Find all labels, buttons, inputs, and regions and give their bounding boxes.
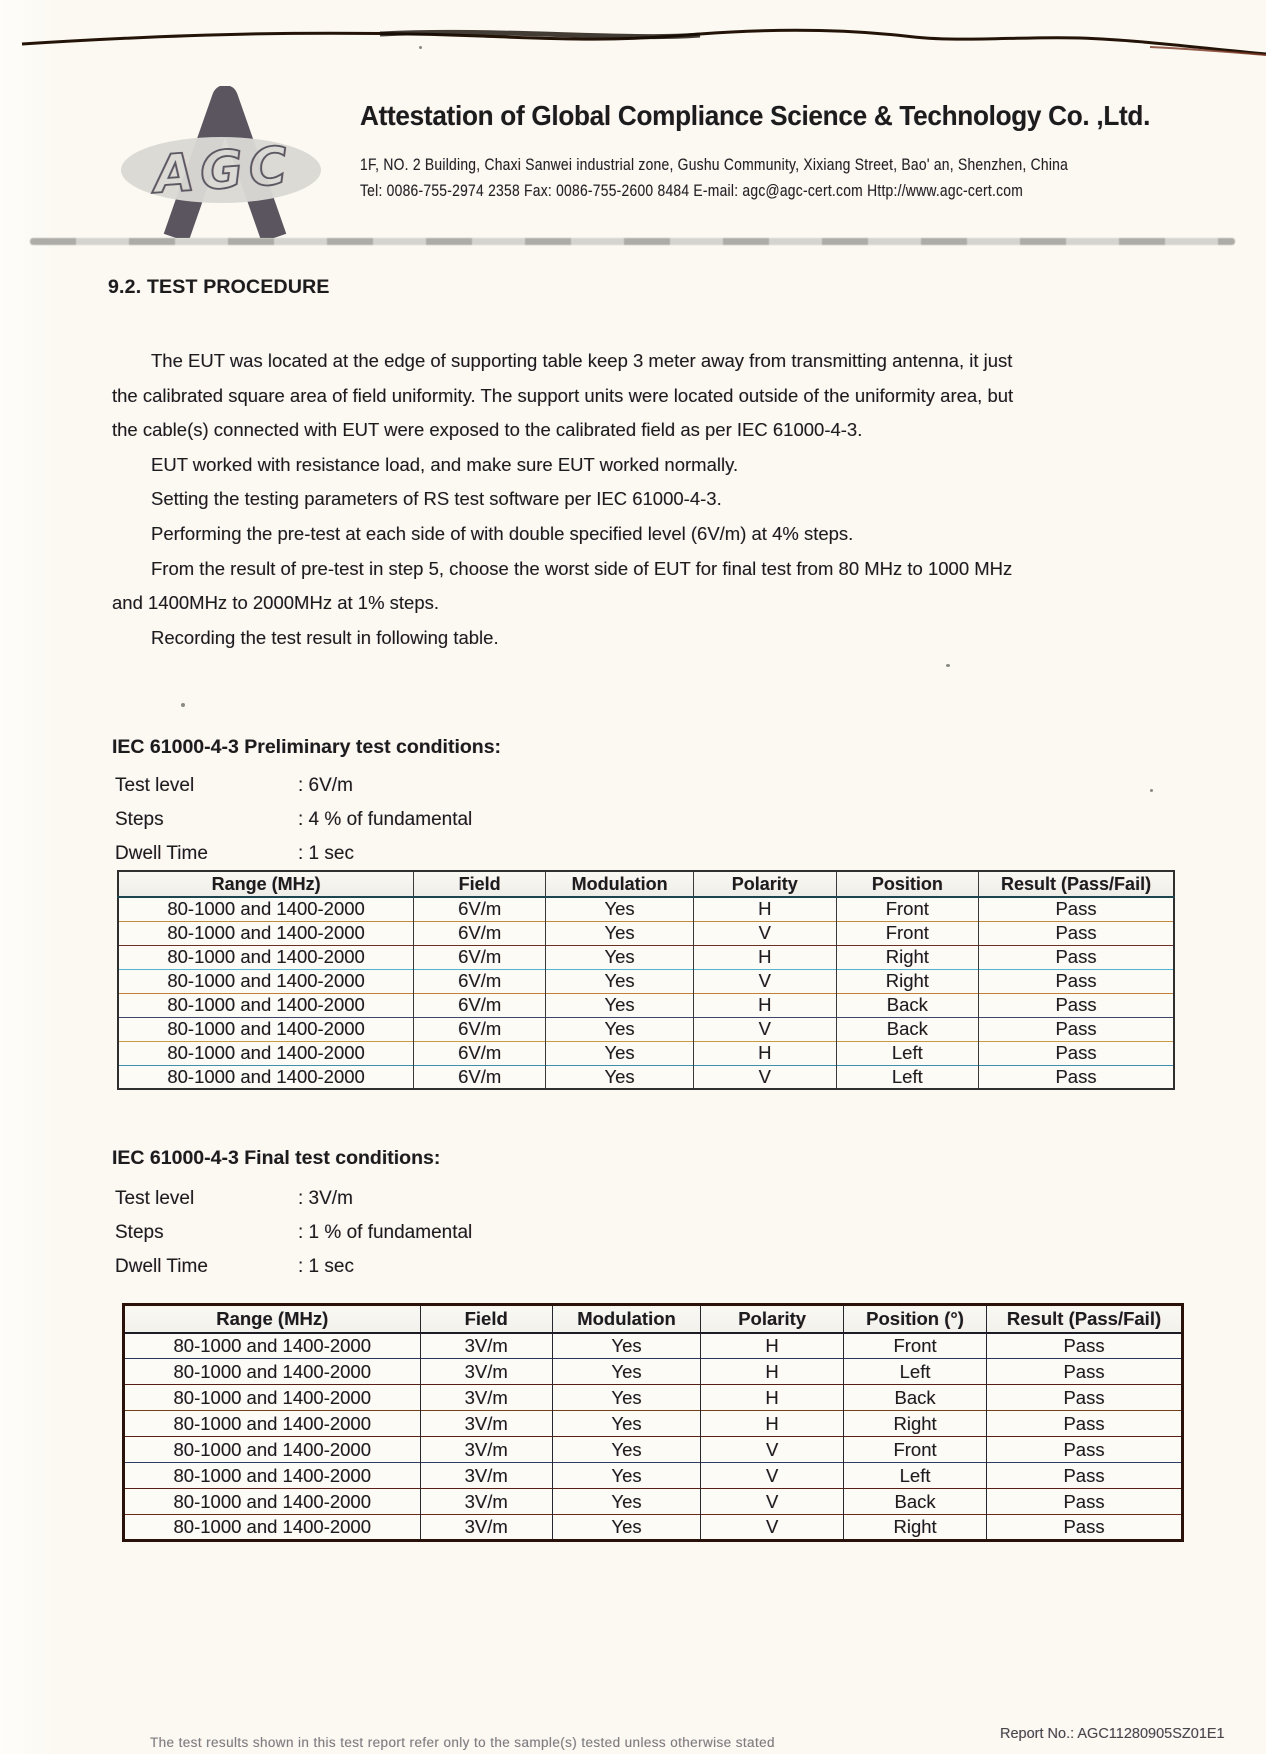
company-contacts: Tel: 0086-755-2974 2358 Fax: 0086-755-2600 8484 E-mail: agc@agc-cert.com Http://www.agc-cert.com (360, 182, 1024, 200)
table-cell: Back (844, 1489, 987, 1515)
column-header: Result (Pass/Fail) (979, 871, 1174, 897)
table-cell: 3V/m (420, 1463, 552, 1489)
table-cell: Pass (987, 1333, 1183, 1359)
preliminary-results-table (117, 870, 1175, 1090)
table-row (124, 1489, 1183, 1515)
table-cell: Pass (987, 1437, 1183, 1463)
paragraph-line: The EUT was located at the edge of supporting table keep 3 meter away from transmitting antenna, it just (151, 350, 1013, 371)
table-cell: Right (836, 945, 979, 969)
table-cell: Yes (546, 969, 694, 993)
condition-value: : 1 % of fundamental (298, 1222, 473, 1243)
table-row (124, 1463, 1183, 1489)
table-cell: V (694, 969, 837, 993)
scan-speck (946, 664, 950, 667)
table-cell: Pass (979, 897, 1174, 921)
table-cell: Pass (987, 1489, 1183, 1515)
procedure-paragraphs (112, 344, 1187, 655)
condition-row (115, 1250, 472, 1284)
table-row (118, 1065, 1174, 1089)
condition-label: Test level (115, 775, 195, 796)
table-cell: Left (844, 1359, 987, 1385)
table-cell: 80-1000 and 1400-2000 (118, 993, 414, 1017)
table-cell: 80-1000 and 1400-2000 (124, 1359, 421, 1385)
column-header: Field (420, 1305, 552, 1333)
table-cell: 80-1000 and 1400-2000 (118, 1065, 414, 1089)
logo-text: AGC (152, 136, 296, 206)
paragraph-line: the cable(s) connected with EUT were exposed to the calibrated field as per IEC 61000-4-3. (112, 419, 863, 441)
scan-edge-artifact (0, 0, 1266, 60)
condition-row (115, 1182, 472, 1216)
table-cell: 80-1000 and 1400-2000 (124, 1411, 421, 1437)
table-cell: Yes (552, 1359, 700, 1385)
condition-row (115, 769, 472, 803)
table-cell: V (694, 1017, 837, 1041)
paragraph-line: and 1400MHz to 2000MHz at 1% steps. (112, 592, 440, 614)
table-cell: Pass (987, 1385, 1183, 1411)
table-cell: Yes (552, 1437, 700, 1463)
preliminary-table-header (118, 871, 1174, 897)
table-row (124, 1437, 1183, 1463)
table-cell: Right (836, 969, 979, 993)
table-cell: H (694, 945, 837, 969)
column-header: Polarity (701, 1305, 844, 1333)
table-cell: 80-1000 and 1400-2000 (124, 1515, 421, 1541)
table-cell: Yes (552, 1333, 700, 1359)
condition-label: Steps (115, 809, 164, 830)
table-cell: 80-1000 and 1400-2000 (124, 1437, 421, 1463)
table-cell: Yes (546, 945, 694, 969)
column-header: Position (°) (844, 1305, 987, 1333)
paragraph-line: From the result of pre-test in step 5, choose the worst side of EUT for final test from 80 MHz to 1000 MHz (151, 557, 1013, 579)
table-cell: Pass (979, 945, 1174, 969)
table-cell: V (694, 1065, 837, 1089)
table-cell: V (701, 1437, 844, 1463)
table-cell: 80-1000 and 1400-2000 (118, 1017, 414, 1041)
final-results-table (122, 1303, 1184, 1542)
table-cell: Pass (979, 1017, 1174, 1041)
table-cell: Yes (552, 1489, 700, 1515)
table-cell: H (701, 1411, 844, 1437)
table-cell: 6V/m (414, 921, 546, 945)
table-cell: 6V/m (414, 1017, 546, 1041)
table-cell: Front (844, 1333, 987, 1359)
table-cell: 3V/m (420, 1489, 552, 1515)
table-cell: H (701, 1385, 844, 1411)
footer-disclaimer: The test results shown in this test report refer only to the sample(s) tested unless otherwise stated (150, 1735, 775, 1750)
column-header: Modulation (552, 1305, 700, 1333)
paragraph-line: Performing the pre-test at each side of with double specified level (6V/m) at 4% steps. (151, 522, 854, 544)
table-cell: Pass (987, 1359, 1183, 1385)
table-row (124, 1411, 1183, 1437)
report-number: Report No.: AGC11280905SZ01E1 (1000, 1726, 1225, 1742)
table-cell: Left (836, 1065, 979, 1089)
agc-logo (118, 86, 333, 238)
table-cell: Back (844, 1385, 987, 1411)
table-cell: Pass (987, 1515, 1183, 1541)
table-cell: V (694, 921, 837, 945)
final-conditions (115, 1182, 472, 1284)
table-cell: 80-1000 and 1400-2000 (124, 1385, 421, 1411)
table-cell: 6V/m (414, 1041, 546, 1065)
table-cell: 80-1000 and 1400-2000 (118, 921, 414, 945)
header-divider (30, 238, 1235, 245)
table-cell: Pass (987, 1411, 1183, 1437)
table-cell: Yes (552, 1385, 700, 1411)
table-cell: 6V/m (414, 993, 546, 1017)
condition-row (115, 837, 472, 871)
column-header: Polarity (694, 871, 837, 897)
company-address: 1F, NO. 2 Building, Chaxi Sanwei industrial zone, Gushu Community, Xixiang Street, Bao' an, Shenzhen, China (360, 156, 1069, 174)
table-cell: 6V/m (414, 945, 546, 969)
table-cell: Pass (979, 1065, 1174, 1089)
table-cell: Yes (546, 897, 694, 921)
condition-value: : 6V/m (298, 775, 353, 796)
table-cell: Yes (552, 1463, 700, 1489)
table-cell: Pass (979, 993, 1174, 1017)
report-header (118, 86, 1208, 241)
table-cell: 3V/m (420, 1385, 552, 1411)
table-row (118, 945, 1174, 969)
table-row (118, 993, 1174, 1017)
company-name: Attestation of Global Compliance Science & Technology Co. ,Ltd. (360, 100, 1151, 131)
table-cell: Back (836, 993, 979, 1017)
table-cell: 3V/m (420, 1359, 552, 1385)
preliminary-conditions-heading: IEC 61000-4-3 Preliminary test conditions: (112, 736, 502, 758)
table-cell: Yes (546, 1041, 694, 1065)
table-cell: 80-1000 and 1400-2000 (118, 945, 414, 969)
table-cell: 80-1000 and 1400-2000 (124, 1489, 421, 1515)
table-cell: Right (844, 1515, 987, 1541)
table-cell: 3V/m (420, 1333, 552, 1359)
table-cell: 80-1000 and 1400-2000 (124, 1333, 421, 1359)
table-cell: Pass (987, 1463, 1183, 1489)
scan-speck (419, 46, 422, 49)
table-row (124, 1359, 1183, 1385)
table-cell: 6V/m (414, 897, 546, 921)
condition-label: Dwell Time (115, 1256, 208, 1277)
table-cell: Front (844, 1437, 987, 1463)
final-table-body (124, 1333, 1183, 1541)
condition-row (115, 1216, 472, 1250)
table-row (118, 1017, 1174, 1041)
table-cell: Yes (546, 1017, 694, 1041)
column-header: Field (414, 871, 546, 897)
table-cell: 80-1000 and 1400-2000 (124, 1463, 421, 1489)
table-cell: 6V/m (414, 969, 546, 993)
column-header: Modulation (546, 871, 694, 897)
table-cell: 6V/m (414, 1065, 546, 1089)
table-cell: Pass (979, 1041, 1174, 1065)
table-cell: 3V/m (420, 1437, 552, 1463)
column-header: Range (MHz) (118, 871, 414, 897)
table-cell: 80-1000 and 1400-2000 (118, 1041, 414, 1065)
condition-value: : 3V/m (298, 1188, 353, 1209)
table-cell: Yes (546, 1065, 694, 1089)
scan-speck (181, 703, 185, 707)
paragraph-line: EUT worked with resistance load, and make sure EUT worked normally. (151, 453, 739, 475)
table-cell: V (701, 1463, 844, 1489)
table-cell: 3V/m (420, 1515, 552, 1541)
condition-value: : 1 sec (298, 843, 354, 864)
table-cell: H (694, 993, 837, 1017)
table-cell: V (701, 1515, 844, 1541)
table-cell: H (694, 897, 837, 921)
table-cell: V (701, 1489, 844, 1515)
paragraph-line: Setting the testing parameters of RS test software per IEC 61000-4-3. (151, 488, 722, 510)
table-cell: Front (836, 897, 979, 921)
table-cell: Right (844, 1411, 987, 1437)
column-header: Position (836, 871, 979, 897)
table-row (124, 1515, 1183, 1541)
table-cell: Yes (546, 993, 694, 1017)
table-row (118, 897, 1174, 921)
table-cell: Left (836, 1041, 979, 1065)
column-header: Result (Pass/Fail) (987, 1305, 1183, 1333)
condition-row (115, 803, 472, 837)
table-cell: Pass (979, 969, 1174, 993)
section-title: 9.2. TEST PROCEDURE (108, 276, 330, 298)
table-cell: 80-1000 and 1400-2000 (118, 969, 414, 993)
table-cell: Yes (552, 1411, 700, 1437)
table-row (118, 969, 1174, 993)
table-cell: H (701, 1333, 844, 1359)
condition-value: : 1 sec (298, 1256, 354, 1277)
table-cell: Yes (546, 921, 694, 945)
preliminary-table-body (118, 897, 1174, 1089)
paragraph-line: the calibrated square area of field uniformity. The support units were located outside of the uniformity area, but (112, 384, 1014, 406)
table-row (118, 921, 1174, 945)
table-cell: Yes (552, 1515, 700, 1541)
table-cell: 3V/m (420, 1411, 552, 1437)
table-cell: H (701, 1359, 844, 1385)
preliminary-conditions (115, 769, 472, 871)
final-table-header (124, 1305, 1183, 1333)
table-cell: H (694, 1041, 837, 1065)
condition-label: Test level (115, 1188, 195, 1209)
table-cell: Pass (979, 921, 1174, 945)
condition-value: : 4 % of fundamental (298, 809, 473, 830)
column-header: Range (MHz) (124, 1305, 421, 1333)
condition-label: Dwell Time (115, 843, 208, 864)
table-cell: Back (836, 1017, 979, 1041)
table-row (118, 1041, 1174, 1065)
condition-label: Steps (115, 1222, 164, 1243)
table-row (124, 1385, 1183, 1411)
table-cell: Left (844, 1463, 987, 1489)
header-text-block (360, 100, 1208, 201)
scan-speck (1150, 789, 1153, 792)
table-row (124, 1333, 1183, 1359)
final-conditions-heading: IEC 61000-4-3 Final test conditions: (112, 1147, 441, 1169)
table-cell: Front (836, 921, 979, 945)
paragraph-line: Recording the test result in following table. (151, 626, 499, 648)
table-cell: 80-1000 and 1400-2000 (118, 897, 414, 921)
